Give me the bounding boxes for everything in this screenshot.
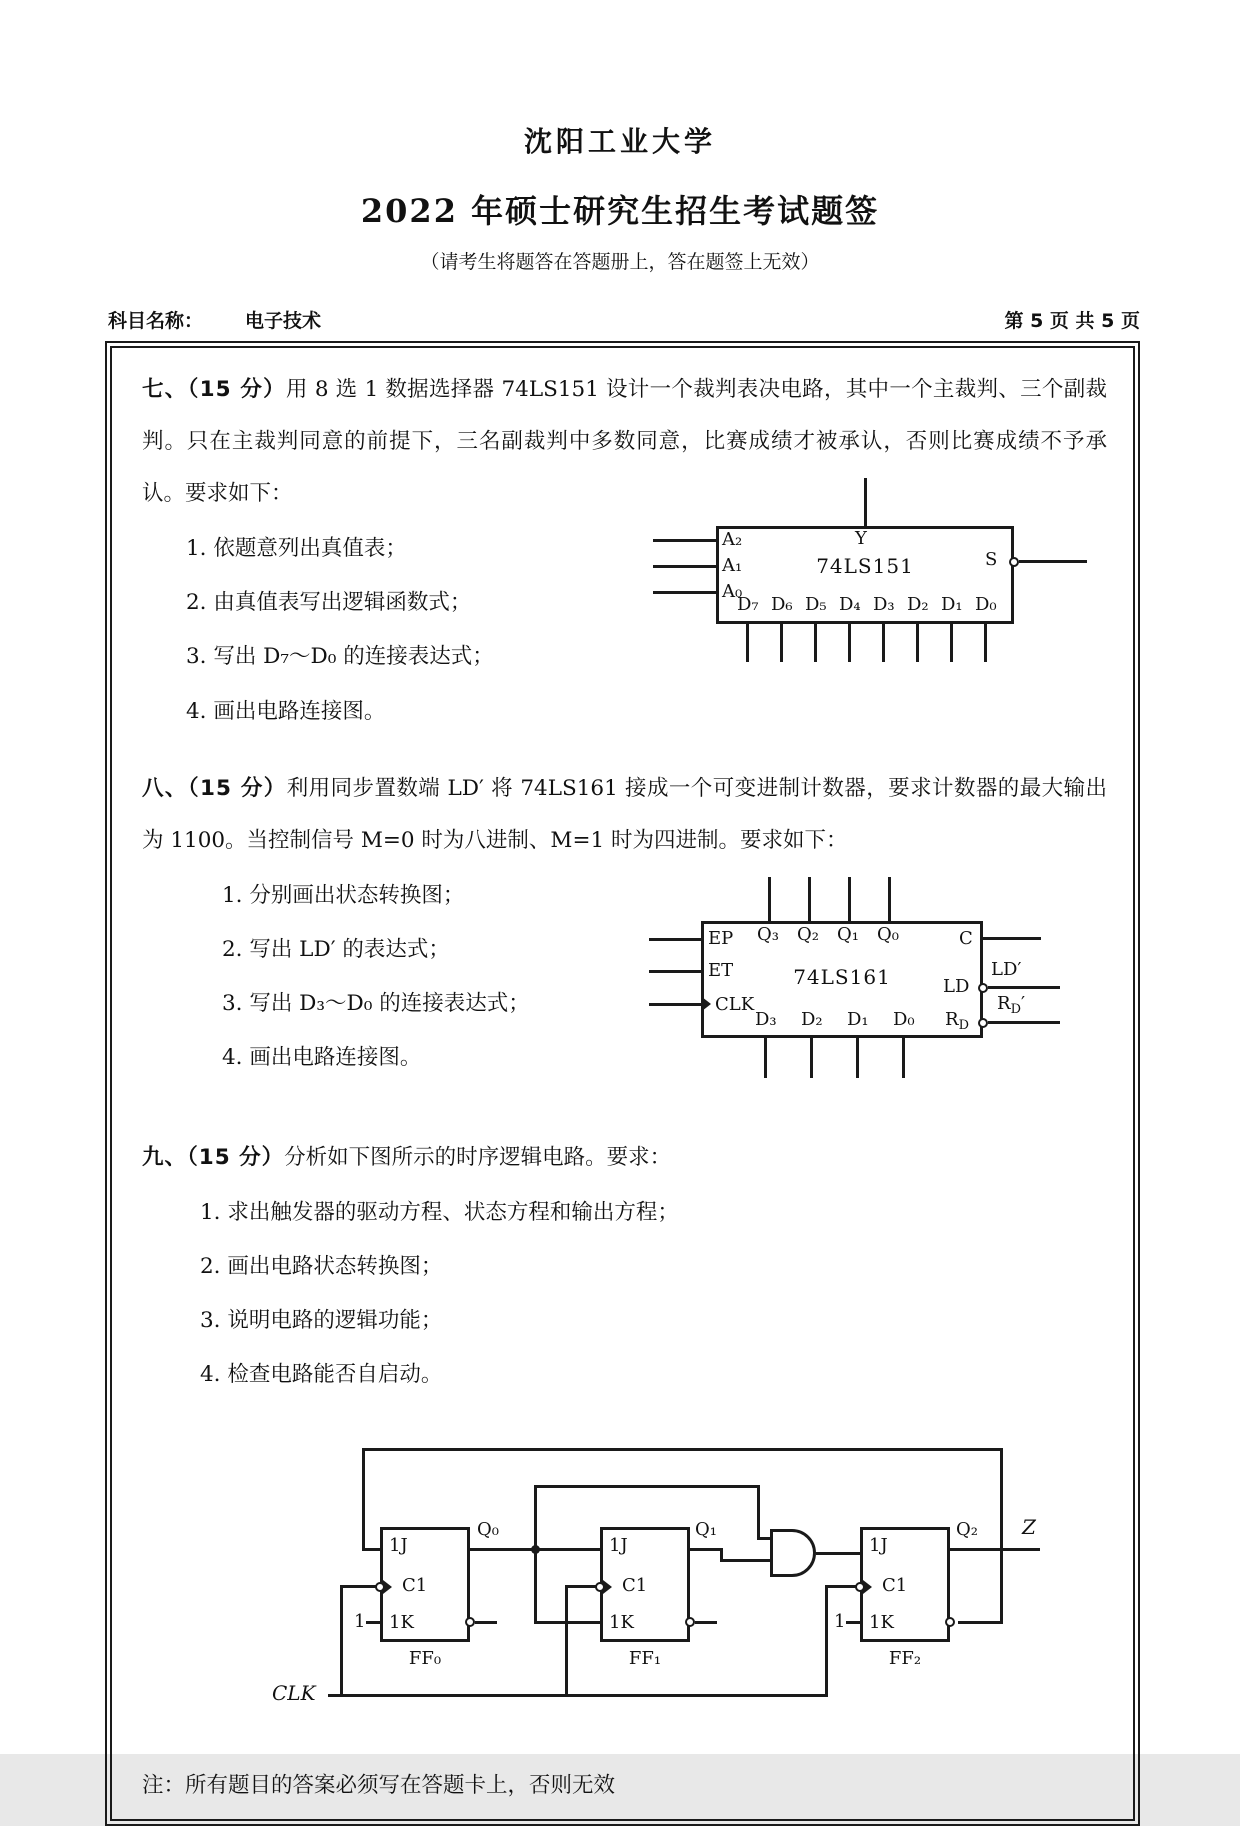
list-item: 3. 说明电路的逻辑功能； bbox=[200, 1308, 443, 1334]
y-output-label: Y bbox=[855, 528, 867, 549]
question-9-text bbox=[142, 1132, 1107, 1184]
question-8-marker: 八、（15 分） bbox=[142, 775, 287, 801]
ff0-c-label: C1 bbox=[402, 1575, 428, 1597]
ff2-c-label: C1 bbox=[882, 1575, 908, 1597]
select-input-label: A₀ bbox=[722, 581, 743, 602]
ff0-k-stub bbox=[366, 1621, 380, 1624]
j0-input-wire bbox=[362, 1548, 382, 1551]
ff2-clock-wire bbox=[825, 1585, 856, 1588]
ff1-label: FF₁ bbox=[628, 1648, 662, 1670]
data-input-wire bbox=[902, 1038, 905, 1078]
clock-edge-triangle bbox=[702, 997, 711, 1011]
rd-pin-sub: D bbox=[958, 1017, 969, 1033]
ff0-label: FF₀ bbox=[408, 1648, 442, 1670]
select-input-label: A₂ bbox=[722, 529, 743, 550]
rd-ext-main: R bbox=[997, 992, 1011, 1014]
rd-external-label bbox=[997, 994, 1025, 1017]
rd-wire bbox=[988, 1021, 1060, 1024]
ff1-c-label: C1 bbox=[622, 1575, 648, 1597]
page-number: 第 5 页 共 5 页 bbox=[1004, 310, 1140, 332]
clk-label: CLK bbox=[715, 993, 755, 1015]
ff1-j-label: 1J bbox=[609, 1535, 628, 1557]
ff2-k-label: 1K bbox=[869, 1612, 894, 1634]
q1-label: Q₁ bbox=[695, 1519, 717, 1541]
ld-wire bbox=[988, 986, 1060, 989]
question-7-marker: 七、（15 分） bbox=[142, 377, 286, 402]
inner-feedback-wire bbox=[534, 1485, 760, 1488]
ep-wire bbox=[649, 938, 701, 941]
exam-notice: （请考生将题答在答题册上，答在题签上无效） bbox=[420, 251, 820, 273]
ff2-const-one: 1 bbox=[834, 1611, 846, 1633]
z-output-wire bbox=[950, 1548, 1040, 1551]
sequential-circuit-diagram bbox=[270, 1432, 1050, 1732]
ff2-j-label: 1J bbox=[869, 1535, 888, 1557]
data-input-label: D₀ bbox=[893, 1008, 915, 1030]
rd-ext-prime: ′ bbox=[1021, 992, 1026, 1014]
ff2-complement-wire bbox=[958, 1621, 1003, 1624]
ff0-j-label: 1J bbox=[389, 1535, 408, 1557]
ff0-k-label: 1K bbox=[389, 1612, 414, 1634]
question-box bbox=[105, 341, 1140, 1826]
strobe-bubble bbox=[1009, 557, 1019, 567]
mux-chip-name: 74LS151 bbox=[816, 554, 914, 578]
question-8-text bbox=[142, 763, 1107, 867]
footer-note: 注：所有题目的答案必须写在答题卡上，否则无效 bbox=[142, 1773, 616, 1799]
q1-wire bbox=[690, 1548, 722, 1551]
q-output-wire bbox=[848, 877, 851, 921]
z-output-label: Z bbox=[1022, 1515, 1036, 1540]
question-7-intro: 用 8 选 1 数据选择器 74LS151 设计一个裁判表决电路，其中一个主裁判、三个副裁判。只在主裁判同意的前提下，三名副裁判中多数同意，比赛成绩才被承认，否则比赛成绩不予承认。要求如下： bbox=[142, 377, 1107, 507]
rd-ext-sub: D bbox=[1010, 1001, 1021, 1017]
counter-chip-name: 74LS161 bbox=[793, 964, 891, 989]
data-input-wire bbox=[856, 1038, 859, 1078]
et-label: ET bbox=[708, 959, 734, 981]
data-input-wire bbox=[746, 624, 749, 662]
and-output-wire bbox=[816, 1552, 860, 1555]
ff0-clock-wire bbox=[340, 1585, 343, 1697]
ff1-complement-bubble bbox=[685, 1617, 695, 1627]
and-gate bbox=[770, 1529, 816, 1577]
list-item: 3. 写出 D₃～D₀ 的连接表达式； bbox=[222, 991, 530, 1017]
select-input-wire bbox=[653, 565, 716, 568]
data-input-wire bbox=[764, 1038, 767, 1078]
data-input-wire bbox=[984, 624, 987, 662]
university-title: 沈阳工业大学 bbox=[523, 125, 716, 158]
clk-bus bbox=[328, 1694, 828, 1697]
data-input-label: D₁ bbox=[941, 594, 963, 615]
outer-feedback-wire bbox=[362, 1448, 1003, 1451]
ff2-clock-wire bbox=[825, 1585, 828, 1697]
data-input-label: D₂ bbox=[801, 1008, 823, 1030]
ep-label: EP bbox=[708, 927, 734, 949]
subject-left bbox=[108, 306, 321, 333]
subject-row bbox=[108, 306, 1140, 333]
list-item: 1. 求出触发器的驱动方程、状态方程和输出方程； bbox=[200, 1199, 679, 1225]
data-input-label: D₃ bbox=[873, 594, 895, 615]
q-output-label: Q₃ bbox=[757, 923, 779, 945]
list-item: 4. 画出电路连接图。 bbox=[222, 1045, 422, 1071]
list-item: 2. 由真值表写出逻辑函数式； bbox=[186, 590, 472, 616]
list-item: 1. 分别画出状态转换图； bbox=[222, 882, 465, 908]
strobe-label: S bbox=[985, 549, 998, 570]
data-input-wire bbox=[848, 624, 851, 662]
q-output-wire bbox=[888, 877, 891, 921]
exam-title: 2022 年硕士研究生招生考试题签 bbox=[360, 192, 880, 230]
q0-wire bbox=[470, 1548, 600, 1551]
y-output-wire bbox=[864, 478, 867, 526]
question-9-intro: 分析如下图所示的时序逻辑电路。要求： bbox=[284, 1144, 672, 1170]
data-input-wire bbox=[810, 1038, 813, 1078]
rd-pin-label bbox=[945, 1010, 969, 1033]
q0-label: Q₀ bbox=[477, 1519, 499, 1541]
question-8-intro: 利用同步置数端 LD′ 将 74LS161 接成一个可变进制计数器，要求计数器的最大输出为 1100。当控制信号 M=0 时为八进制、M=1 时为四进制。要求如下： bbox=[142, 775, 1108, 853]
inner-feedback-wire bbox=[757, 1485, 760, 1540]
select-input-label: A₁ bbox=[722, 555, 743, 576]
select-input-wire bbox=[653, 539, 716, 542]
data-input-wire bbox=[950, 624, 953, 662]
ff0-complement-stub bbox=[475, 1621, 497, 1624]
q-output-wire bbox=[768, 877, 771, 921]
data-input-wire bbox=[882, 624, 885, 662]
select-input-wire bbox=[653, 591, 716, 594]
ff1-complement-stub bbox=[695, 1621, 717, 1624]
subject-value: 电子技术 bbox=[245, 310, 322, 332]
data-input-label: D₁ bbox=[847, 1008, 869, 1030]
list-item: 2. 写出 LD′ 的表达式； bbox=[222, 936, 450, 962]
q1-wire bbox=[720, 1559, 772, 1562]
ff1-clock-wire bbox=[565, 1585, 568, 1697]
ld-external-label: LD′ bbox=[991, 958, 1022, 980]
ld-pin-label: LD bbox=[943, 975, 970, 997]
q2-label: Q₂ bbox=[956, 1519, 978, 1541]
question-7 bbox=[142, 364, 1107, 739]
mux-74ls151-diagram bbox=[641, 476, 1101, 676]
ff1-k-label: 1K bbox=[609, 1612, 634, 1634]
list-item: 4. 检查电路能否自启动。 bbox=[200, 1362, 443, 1388]
subject-label: 科目名称： bbox=[108, 310, 204, 332]
outer-feedback-wire bbox=[1000, 1448, 1003, 1624]
list-item: 1. 依题意列出真值表； bbox=[186, 536, 407, 562]
q-output-wire bbox=[808, 877, 811, 921]
question-9 bbox=[142, 1132, 1107, 1733]
data-input-label: D₂ bbox=[907, 594, 929, 615]
data-input-label: D₄ bbox=[839, 594, 861, 615]
et-wire bbox=[649, 970, 701, 973]
list-item: 4. 画出电路连接图。 bbox=[186, 698, 386, 724]
data-input-label: D₇ bbox=[737, 594, 759, 615]
list-item: 2. 画出电路状态转换图； bbox=[200, 1253, 443, 1279]
ff0-complement-bubble bbox=[465, 1617, 475, 1627]
ff1-clock-wire bbox=[565, 1585, 596, 1588]
rd-pin-main: R bbox=[945, 1008, 959, 1030]
data-input-label: D₀ bbox=[975, 594, 997, 615]
data-input-label: D₆ bbox=[771, 594, 793, 615]
ff2-complement-bubble bbox=[945, 1617, 955, 1627]
q0-branch-wire bbox=[534, 1487, 537, 1624]
rd-bubble bbox=[978, 1018, 988, 1028]
q-output-label: Q₀ bbox=[877, 923, 899, 945]
data-input-wire bbox=[814, 624, 817, 662]
ff2-label: FF₂ bbox=[888, 1648, 922, 1670]
outer-feedback-wire bbox=[362, 1448, 365, 1551]
question-9-marker: 九、（15 分） bbox=[142, 1144, 285, 1170]
carry-label: C bbox=[959, 927, 973, 949]
ld-bubble bbox=[978, 983, 988, 993]
carry-wire bbox=[983, 937, 1041, 940]
strobe-wire bbox=[1019, 560, 1087, 563]
clk-bus-label: CLK bbox=[272, 1681, 316, 1706]
counter-74ls161-diagram bbox=[643, 863, 1073, 1108]
list-item: 3. 写出 D₇～D₀ 的连接表达式； bbox=[186, 644, 494, 670]
question-9-list bbox=[200, 1186, 1107, 1403]
data-input-label: D₃ bbox=[755, 1008, 777, 1030]
clk-wire bbox=[649, 1003, 701, 1006]
question-8 bbox=[142, 763, 1107, 1108]
ff2-k-stub bbox=[846, 1621, 860, 1624]
q-output-label: Q₂ bbox=[797, 923, 819, 945]
ff0-const-one: 1 bbox=[354, 1611, 366, 1633]
data-input-wire bbox=[780, 624, 783, 662]
ff0-clock-wire bbox=[340, 1585, 376, 1588]
data-input-label: D₅ bbox=[805, 594, 827, 615]
q-output-label: Q₁ bbox=[837, 923, 859, 945]
data-input-wire bbox=[916, 624, 919, 662]
